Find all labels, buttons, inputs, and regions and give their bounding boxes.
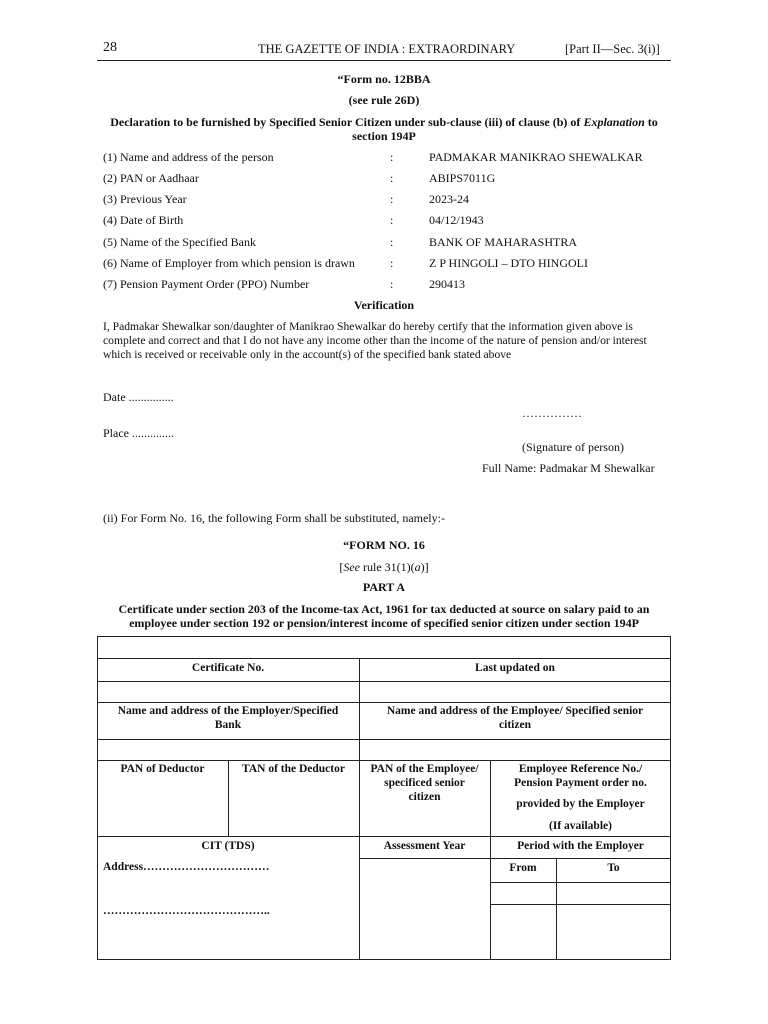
table-rule [490, 904, 671, 905]
rule-open: [ [339, 560, 344, 574]
field-row [103, 277, 663, 293]
field-colon: : [390, 256, 394, 270]
field-label: (1) Name and address of the person [103, 150, 274, 164]
emp-ref-header-3: provided by the Employer [516, 798, 645, 810]
address-label: Address…………………………… [103, 861, 270, 873]
verification-heading: Verification [353, 298, 415, 312]
certificate-line-1: Certificate under section 203 of the Income-tax Act, 1961 for tax deducted at source on salary paid to an [118, 602, 650, 616]
emp-ref-header-4: (If available) [549, 820, 612, 832]
form12bba-title: “Form no. 12BBA [337, 72, 431, 86]
certificate-line-2: employee under section 192 or pension/interest income of specified senior citizen under section 194P [129, 616, 639, 630]
field-value: 04/12/1943 [429, 213, 484, 227]
declaration-heading [97, 115, 671, 130]
form16-part-a-table [97, 636, 671, 960]
rule-mid: rule 31(1)( [360, 560, 415, 574]
field-colon: : [390, 277, 394, 291]
table-rule [97, 739, 671, 740]
rule-close: )] [420, 560, 429, 574]
gazette-title: THE GAZETTE OF INDIA : EXTRAORDINARY [258, 42, 516, 56]
declaration-explanation: Explanation [583, 115, 645, 129]
page-number: 28 [103, 40, 117, 55]
table-rule [97, 702, 671, 703]
field-colon: : [390, 213, 394, 227]
certificate-no-header: Certificate No. [191, 662, 265, 674]
field-label: (6) Name of Employer from which pension is drawn [103, 256, 355, 270]
date-label: Date ............... [103, 390, 174, 404]
table-rule [97, 658, 671, 659]
employee-name-header-1: Name and address of the Employee/ Specified senior [386, 705, 644, 717]
substitution-note: (ii) For Form No. 16, the following Form shall be substituted, namely:- [103, 511, 445, 525]
employer-name-header-2: Bank [214, 719, 242, 731]
period-to-header: To [607, 862, 620, 874]
table-rule [490, 882, 671, 883]
field-colon: : [390, 235, 394, 249]
field-colon: : [390, 150, 394, 164]
field-colon: : [390, 171, 394, 185]
field-label: (2) PAN or Aadhaar [103, 171, 199, 185]
employee-name-header-2: citizen [499, 719, 531, 731]
table-rule [97, 836, 671, 837]
tan-deductor-header: TAN of the Deductor [242, 763, 345, 775]
field-label: (4) Date of Birth [103, 213, 184, 227]
signature-label: (Signature of person) [522, 440, 624, 454]
pan-deductor-header: PAN of Deductor [120, 763, 205, 775]
declaration-post: to [644, 115, 658, 129]
rule-a: a [414, 560, 421, 574]
cit-tds-header: CIT (TDS) [201, 840, 255, 852]
field-label: (5) Name of the Specified Bank [103, 235, 256, 249]
verification-line-2: complete and correct and that I do not have any income other than the income of the nature of pension and/or interest [103, 334, 647, 347]
field-value: PADMAKAR MANIKRAO SHEWALKAR [429, 150, 643, 164]
emp-ref-header-1: Employee Reference No./ [518, 763, 643, 775]
field-row [103, 213, 663, 229]
field-value: 2023-24 [429, 192, 469, 206]
table-rule [97, 681, 671, 682]
period-with-employer-header: Period with the Employer [517, 840, 644, 852]
form16-rule [97, 560, 671, 575]
table-border [97, 959, 671, 960]
field-label: (3) Previous Year [103, 192, 187, 206]
address-dots: …………………………………….. [103, 905, 270, 917]
emp-ref-header-2: Pension Payment order no. [514, 777, 647, 789]
period-from-header: From [509, 862, 537, 874]
table-rule [359, 858, 671, 859]
form16-part: PART A [362, 580, 406, 594]
place-label: Place .............. [103, 426, 174, 440]
table-border [97, 636, 98, 960]
form12bba-rule: (see rule 26D) [348, 93, 420, 107]
field-label: (7) Pension Payment Order (PPO) Number [103, 277, 310, 291]
table-border [97, 636, 671, 637]
rule-see: See [343, 560, 360, 574]
full-name: Full Name: Padmakar M Shewalkar [482, 461, 655, 475]
last-updated-header: Last updated on [475, 662, 555, 674]
header-rule [97, 60, 671, 61]
field-row [103, 235, 663, 251]
table-rule [97, 760, 671, 761]
verification-line-1: I, Padmakar Shewalkar son/daughter of Manikrao Shewalkar do hereby certify that the information given above is [103, 320, 633, 333]
pan-employee-header-3: citizen [408, 791, 441, 803]
pan-employee-header-1: PAN of the Employee/ [370, 763, 479, 775]
field-row [103, 150, 663, 166]
field-value: BANK OF MAHARASHTRA [429, 235, 578, 249]
field-value: Z P HINGOLI – DTO HINGOLI [429, 256, 588, 270]
field-colon: : [390, 192, 394, 206]
field-row [103, 256, 663, 272]
field-row [103, 171, 663, 187]
table-col-rule [490, 760, 491, 960]
employer-name-header-1: Name and address of the Employer/Specified [117, 705, 339, 717]
pan-employee-header-2: specificed senior [384, 777, 465, 789]
field-value: ABIPS7011G [429, 171, 496, 185]
part-section: [Part II—Sec. 3(i)] [565, 42, 660, 56]
assessment-year-header: Assessment Year [383, 840, 466, 852]
field-row [103, 192, 663, 208]
declaration-pre: Declaration to be furnished by Specified Senior Citizen under sub-clause (iii) of clause (b) of [110, 115, 584, 129]
signature-dots: …………… [522, 406, 582, 420]
verification-line-3: which is received or receivable only in the account(s) of the specified bank stated above [103, 348, 512, 361]
field-value: 290413 [429, 277, 465, 291]
declaration-heading-line2: section 194P [352, 129, 416, 143]
form16-title: “FORM NO. 16 [343, 538, 425, 552]
